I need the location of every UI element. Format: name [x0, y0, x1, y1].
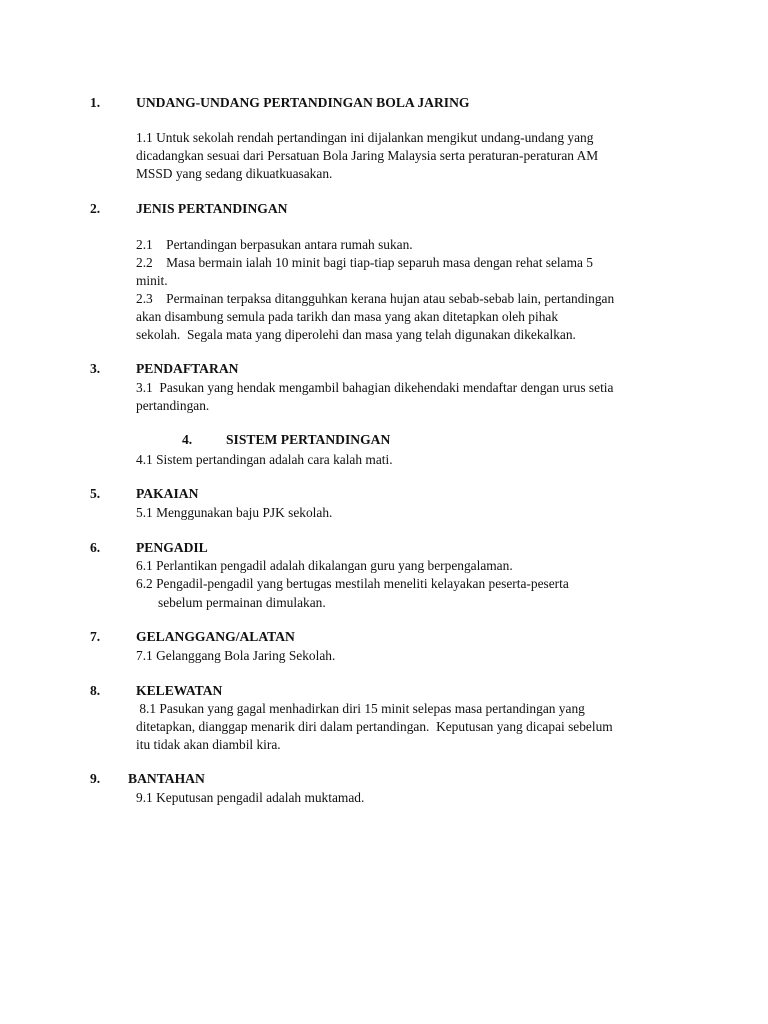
section-5-number: 5.	[90, 486, 101, 501]
section-4-number: 4.	[182, 432, 193, 447]
section-6-line-2: 6.2 Pengadil-pengadil yang bertugas mestilah meneliti kelayakan peserta-peserta	[136, 576, 569, 591]
section-2-line-3: minit.	[136, 273, 168, 288]
section-1-number: 1.	[90, 95, 101, 110]
section-2-number: 2.	[90, 201, 101, 216]
section-9-number: 9.	[90, 771, 101, 786]
section-7-title: GELANGGANG/ALATAN	[136, 629, 295, 644]
section-5-line-1: 5.1 Menggunakan baju PJK sekolah.	[136, 505, 333, 520]
section-8-line-3: itu tidak akan diambil kira.	[136, 737, 281, 752]
section-1-line-2: dicadangkan sesuai dari Persatuan Bola Jaring Malaysia serta peraturan-peraturan AM	[136, 148, 599, 163]
section-2-line-6: sekolah. Segala mata yang diperolehi dan masa yang telah digunakan dikekalkan.	[136, 327, 576, 342]
section-8-line-2: ditetapkan, dianggap menarik diri dalam pertandingan. Keputusan yang dicapai sebelum	[136, 719, 613, 734]
section-2-line-2: 2.2 Masa bermain ialah 10 minit bagi tiap-tiap separuh masa dengan rehat selama 5	[136, 255, 593, 270]
section-8-line-1: 8.1 Pasukan yang gagal menhadirkan diri 15 minit selepas masa pertandingan yang	[136, 701, 585, 716]
section-5-title: PAKAIAN	[136, 486, 199, 501]
section-8-number: 8.	[90, 683, 101, 698]
section-6-title: PENGADIL	[136, 540, 208, 555]
section-2-line-4: 2.3 Permainan terpaksa ditangguhkan kerana hujan atau sebab-sebab lain, pertandingan	[136, 291, 615, 306]
section-9-line-1: 9.1 Keputusan pengadil adalah muktamad.	[136, 790, 365, 805]
section-7-number: 7.	[90, 629, 101, 644]
section-2-line-1: 2.1 Pertandingan berpasukan antara rumah sukan.	[136, 237, 413, 252]
section-2-title: JENIS PERTANDINGAN	[136, 201, 288, 216]
section-4-title: SISTEM PERTANDINGAN	[226, 432, 391, 447]
section-3-title: PENDAFTARAN	[136, 361, 239, 376]
section-2-line-5: akan disambung semula pada tarikh dan masa yang akan ditetapkan oleh pihak	[136, 309, 559, 324]
section-1-title: UNDANG-UNDANG PERTANDINGAN BOLA JARING	[136, 95, 470, 110]
section-6-line-3: sebelum permainan dimulakan.	[158, 595, 326, 610]
section-4-line-1: 4.1 Sistem pertandingan adalah cara kalah mati.	[136, 452, 393, 467]
section-6-line-1: 6.1 Perlantikan pengadil adalah dikalangan guru yang berpengalaman.	[136, 558, 513, 573]
section-6-number: 6.	[90, 540, 101, 555]
section-7-line-1: 7.1 Gelanggang Bola Jaring Sekolah.	[136, 648, 336, 663]
section-3-line-1: 3.1 Pasukan yang hendak mengambil bahagian dikehendaki mendaftar dengan urus setia	[136, 380, 614, 395]
section-3-number: 3.	[90, 361, 101, 376]
section-1-line-3: MSSD yang sedang dikuatkuasakan.	[136, 166, 333, 181]
section-3-line-2: pertandingan.	[136, 398, 210, 413]
section-9-title: BANTAHAN	[128, 771, 205, 786]
section-8-title: KELEWATAN	[136, 683, 223, 698]
section-1-line-1: 1.1 Untuk sekolah rendah pertandingan ini dijalankan mengikut undang-undang yang	[136, 130, 594, 145]
